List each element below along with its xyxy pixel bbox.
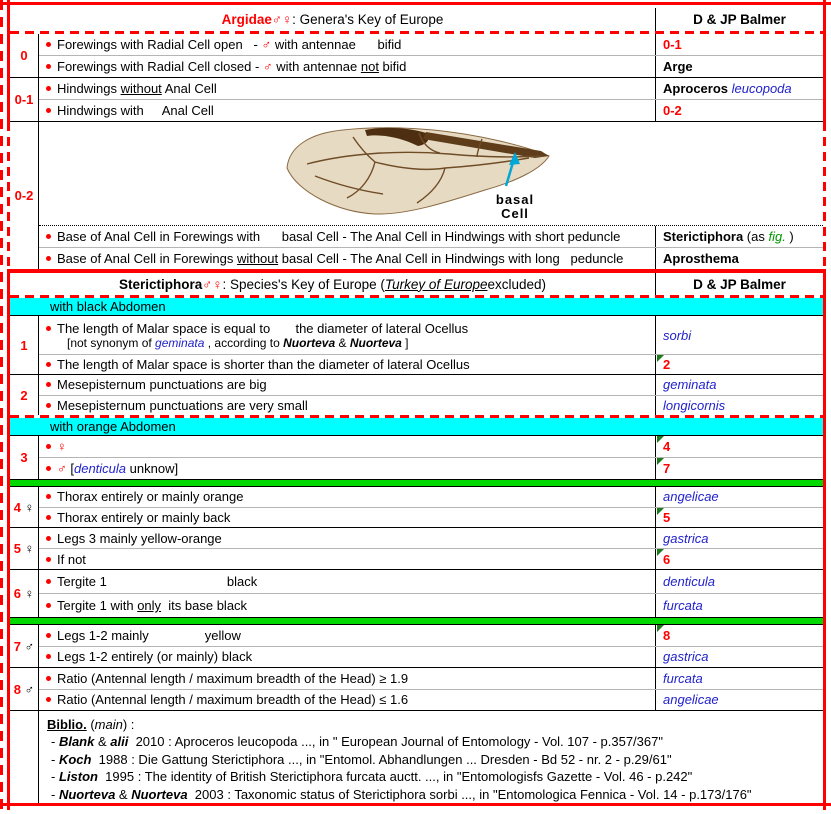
green-section-bar	[10, 617, 823, 625]
result-cell[interactable]	[655, 690, 823, 711]
result-cell[interactable]	[655, 226, 823, 247]
option-row	[39, 487, 823, 507]
couplet-1	[10, 316, 823, 375]
option-text: Base of Anal Cell in Forewings with basal Cell - The Anal Cell in Hindwings with short peduncle	[57, 229, 621, 244]
couplet-number-3[interactable]: 3	[10, 436, 39, 479]
option-row	[39, 457, 823, 479]
option-row	[39, 395, 823, 416]
option-subtext: [not synonym of geminata , according to Nuorteva & Nuorteva ]	[67, 335, 409, 350]
result-text: angelicae	[663, 692, 719, 708]
result-text: 0-1	[663, 37, 682, 52]
argidae-title[interactable]: Argidae ♂♀ : Genera's Key of Europe	[221, 12, 444, 27]
couplet-number-5f[interactable]: 5 ♀	[10, 528, 39, 569]
result-text: longicornis	[663, 397, 726, 413]
bullet-icon	[46, 256, 51, 261]
option-text-cell[interactable]	[39, 396, 655, 416]
couplet-0-2	[10, 122, 823, 269]
bullet-icon	[46, 515, 51, 520]
option-text: Mesepisternum punctuations are very small	[57, 397, 308, 413]
result-text: 7	[663, 461, 671, 476]
couplet-number-7m[interactable]: 7 ♂	[10, 625, 39, 667]
option-text: Legs 1-2 entirely (or mainly) black	[57, 649, 253, 665]
result-cell[interactable]	[655, 508, 823, 528]
result-text: denticula	[663, 574, 716, 589]
result-cell[interactable]	[655, 436, 823, 457]
result-cell[interactable]	[655, 668, 823, 689]
result-text: gastrica	[663, 530, 709, 546]
result-cell[interactable]	[655, 549, 823, 569]
option-row	[39, 247, 823, 269]
key-table	[10, 8, 823, 803]
option-text-cell[interactable]	[39, 100, 655, 121]
result-cell[interactable]	[655, 316, 823, 354]
result-text: 5	[663, 509, 671, 525]
option-text-cell[interactable]	[39, 487, 655, 507]
result-text: Arge	[663, 59, 693, 74]
bullet-icon	[46, 579, 51, 584]
link-corner-icon	[657, 458, 664, 465]
biblio-ref-line: - Nuorteva & Nuorteva 2003 : Taxonomic status of Sterictiphora sorbi ..., in "Entomologica Fennica - Vol. 14 - p.173/176"	[51, 786, 752, 802]
option-text-cell[interactable]	[39, 570, 655, 593]
wing-caption-line2: Cell	[501, 206, 529, 221]
couplet-3	[10, 436, 823, 479]
argidae-header-row	[10, 8, 823, 31]
option-text-cell[interactable]	[39, 528, 655, 548]
option-row	[39, 78, 823, 99]
option-text: Tergite 1 black	[57, 574, 258, 589]
option-row	[39, 548, 823, 569]
result-text: 8	[663, 627, 671, 643]
wing-caption-line1: basal	[495, 192, 535, 207]
result-cell[interactable]	[655, 34, 823, 55]
option-text: ♀	[57, 439, 67, 454]
biblio-ref-line: - Blank & alii 2010 : Aproceros leucopoda ..., in " European Journal of Entomology - Vol. 107 - p.357/367"	[51, 734, 663, 749]
option-row	[39, 668, 823, 689]
option-text: Ratio (Antennal length / maximum breadth of the Head) ≥ 1.9	[57, 670, 409, 686]
link-corner-icon	[657, 436, 664, 443]
option-text-cell[interactable]	[39, 436, 655, 457]
result-text: gastrica	[663, 649, 709, 665]
couplet-number-0-1[interactable]: 0-1	[10, 78, 39, 121]
author-cell[interactable]: D & JP Balmer	[655, 8, 823, 31]
result-text: 4	[663, 439, 671, 454]
option-row	[39, 354, 823, 374]
bullet-icon	[46, 557, 51, 562]
couplet-5f	[10, 528, 823, 570]
link-corner-icon	[657, 355, 664, 362]
option-row	[39, 375, 823, 395]
bullet-icon	[46, 234, 51, 239]
option-text-cell[interactable]	[39, 625, 655, 646]
bullet-icon	[46, 382, 51, 387]
couplet-2	[10, 375, 823, 415]
sterictiphora-title[interactable]: Sterictiphora ♂♀ : Species's Key of Europe ( Turkey of Europe excluded)	[118, 276, 547, 292]
result-text: geminata	[663, 377, 717, 393]
option-text-cell[interactable]	[39, 56, 655, 77]
result-text: 0-2	[663, 103, 682, 118]
bullet-icon	[46, 326, 51, 331]
option-row	[39, 436, 823, 457]
couplet-number-6f[interactable]: 6 ♀	[10, 570, 39, 617]
band-black-abdomen[interactable]	[10, 298, 823, 316]
result-cell[interactable]	[655, 647, 823, 668]
link-corner-icon	[657, 508, 664, 515]
result-text: 6	[663, 551, 671, 567]
biblio-ref-line: - Koch 1988 : Die Gattung Sterictiphora ..., in "Entomol. Abhandlungen ... Dresden - Bd 52 - nr. 2 - p.29/61"	[51, 751, 672, 767]
author-cell[interactable]: D & JP Balmer	[655, 273, 823, 295]
result-text: Aproceros leucopoda	[663, 81, 792, 96]
couplet-number-1[interactable]: 1	[10, 316, 39, 374]
option-text-cell[interactable]	[39, 647, 655, 668]
option-text: Legs 1-2 mainly yellow	[57, 627, 241, 643]
option-text-cell[interactable]	[39, 248, 655, 269]
bullet-icon	[46, 466, 51, 471]
bibliography-section[interactable]	[10, 711, 823, 803]
bullet-icon	[46, 654, 51, 659]
right-red-border	[823, 0, 826, 810]
option-row	[39, 646, 823, 668]
option-row	[39, 570, 823, 593]
bullet-icon	[46, 362, 51, 367]
option-text-cell[interactable]	[39, 458, 655, 479]
couplet-6f	[10, 570, 823, 617]
couplet-number-0[interactable]: 0	[10, 34, 39, 77]
band-label: with orange Abdomen	[50, 419, 176, 434]
result-cell[interactable]	[655, 396, 823, 416]
result-cell[interactable]	[655, 355, 823, 374]
option-text: Mesepisternum punctuations are big	[57, 377, 267, 393]
green-section-bar	[10, 479, 823, 487]
couplet-4f	[10, 487, 823, 528]
option-row	[39, 528, 823, 548]
option-text: Hindwings without Anal Cell	[57, 81, 217, 96]
result-cell[interactable]	[655, 56, 823, 77]
option-text-cell[interactable]	[39, 594, 655, 617]
bullet-icon	[46, 494, 51, 499]
option-text: Thorax entirely or mainly orange	[57, 489, 244, 505]
bullet-icon	[46, 633, 51, 638]
bullet-icon	[46, 676, 51, 681]
result-cell[interactable]	[655, 78, 823, 99]
option-row	[39, 316, 823, 354]
wing-figure-cell	[39, 122, 823, 226]
option-row	[39, 507, 823, 528]
option-row	[39, 99, 823, 121]
couplet-0	[10, 34, 823, 78]
couplet-8m	[10, 668, 823, 711]
result-text: furcata	[663, 670, 703, 686]
bullet-icon	[46, 697, 51, 702]
bibliography-title: Biblio. (main) :	[47, 717, 135, 732]
option-text: Forewings with Radial Cell open - ♂ with antennae bifid	[57, 37, 402, 52]
couplet-7m	[10, 625, 823, 668]
option-text-cell[interactable]	[39, 78, 655, 99]
top-red-border	[0, 2, 831, 5]
result-cell[interactable]	[655, 594, 823, 617]
option-text-cell[interactable]	[39, 375, 655, 395]
bullet-icon	[46, 403, 51, 408]
result-text: Sterictiphora (as fig. )	[663, 229, 794, 244]
option-row	[39, 689, 823, 711]
option-text: Legs 3 mainly yellow-orange	[57, 530, 222, 546]
option-row	[39, 34, 823, 55]
option-text-cell[interactable]	[39, 226, 655, 247]
bullet-icon	[46, 108, 51, 113]
result-text: sorbi	[663, 327, 692, 343]
option-row	[39, 55, 823, 77]
option-text: Ratio (Antennal length / maximum breadth of the Head) ≤ 1.6	[57, 692, 409, 708]
bibliography-spacer-cell	[10, 711, 39, 803]
bibliography-content	[39, 711, 823, 803]
option-text: Forewings with Radial Cell closed - ♂ with antennae not bifid	[57, 59, 407, 74]
option-text-cell[interactable]	[39, 34, 655, 55]
option-text-cell[interactable]	[39, 668, 655, 689]
option-row	[39, 226, 823, 247]
couplet-number-4f[interactable]: 4 ♀	[10, 487, 39, 527]
option-text: If not	[57, 551, 86, 567]
bullet-icon	[46, 42, 51, 47]
cropped-left-border	[0, 0, 3, 814]
result-cell[interactable]	[655, 625, 823, 646]
option-text: Tergite 1 with only its base black	[57, 598, 248, 613]
result-cell[interactable]	[655, 248, 823, 269]
couplet-number-2[interactable]: 2	[10, 375, 39, 415]
forewing-photo	[279, 124, 559, 224]
sterictiphora-header-row	[10, 273, 823, 295]
option-text-cell[interactable]	[39, 508, 655, 528]
result-cell[interactable]	[655, 375, 823, 395]
link-corner-icon	[657, 549, 664, 556]
result-cell[interactable]	[655, 487, 823, 507]
result-text: angelicae	[663, 489, 719, 505]
option-text: Base of Anal Cell in Forewings without basal Cell - The Anal Cell in Hindwings with long peduncle	[57, 251, 624, 266]
result-cell[interactable]	[655, 100, 823, 121]
result-cell[interactable]	[655, 528, 823, 548]
bullet-icon	[46, 86, 51, 91]
bullet-icon	[46, 536, 51, 541]
option-row	[39, 593, 823, 617]
result-text: 2	[663, 357, 671, 372]
result-text: furcata	[663, 598, 703, 613]
band-label: with black Abdomen	[50, 299, 166, 314]
bullet-icon	[46, 444, 51, 449]
option-text: The length of Malar space is equal to the diameter of lateral Ocellus	[57, 320, 469, 336]
bottom-red-border	[0, 803, 831, 806]
option-text: Hindwings with Anal Cell	[57, 103, 214, 118]
couplet-number-8m[interactable]: 8 ♂	[10, 668, 39, 710]
bullet-icon	[46, 603, 51, 608]
band-orange-abdomen[interactable]	[10, 418, 823, 436]
option-text-cell[interactable]	[39, 316, 655, 354]
result-text: Aprosthema	[663, 251, 739, 266]
option-text: ♂ [denticula unknow]	[57, 461, 179, 476]
option-text: The length of Malar space is shorter than the diameter of lateral Ocellus	[57, 357, 470, 372]
option-text-cell[interactable]	[39, 690, 655, 711]
link-corner-icon	[657, 625, 664, 632]
option-row	[39, 625, 823, 646]
result-cell[interactable]	[655, 458, 823, 479]
option-text-cell[interactable]	[39, 549, 655, 569]
biblio-ref-line: - Liston 1995 : The identity of British Sterictiphora furcata auctt. ..., in "Entomologisfs Gazette - Vol. 46 - p.242"	[51, 769, 693, 784]
option-text-cell[interactable]	[39, 355, 655, 374]
result-cell[interactable]	[655, 570, 823, 593]
couplet-0-1	[10, 78, 823, 122]
bullet-icon	[46, 64, 51, 69]
option-text: Thorax entirely or mainly back	[57, 509, 231, 525]
couplet-number-0-2[interactable]: 0-2	[10, 122, 39, 269]
